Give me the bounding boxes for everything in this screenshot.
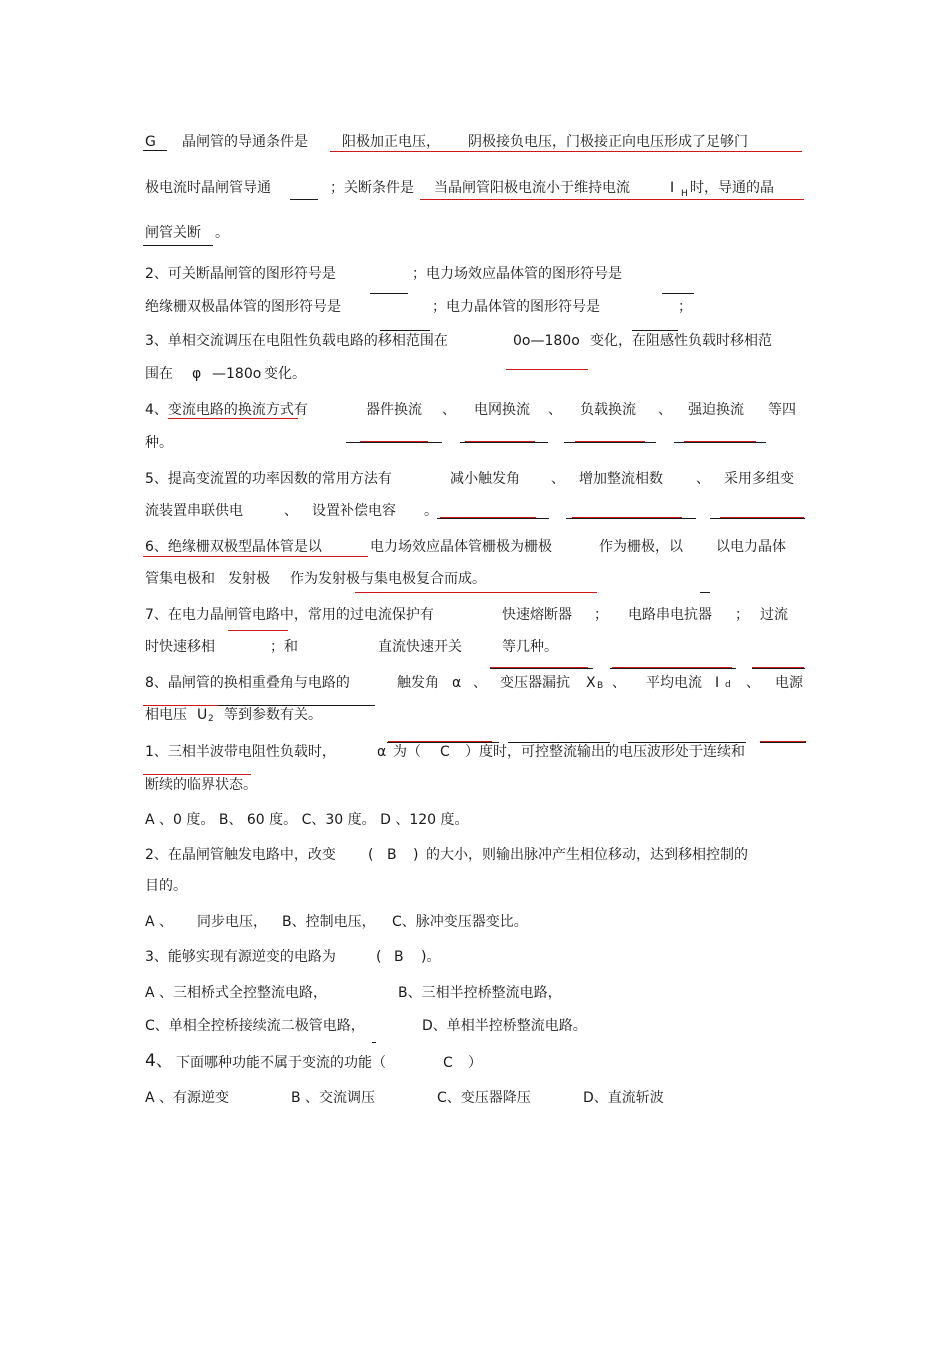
underline xyxy=(437,518,549,519)
answer-text: 设置补偿电容 xyxy=(312,503,396,519)
question-text: 等到参数有关。 xyxy=(224,707,322,723)
separator-text: 、 xyxy=(746,675,760,691)
underline xyxy=(700,592,710,593)
question-text: 2、在晶闸管触发电路中，改变 xyxy=(145,847,336,863)
question-text: 。 xyxy=(215,225,229,241)
symbol-text: α xyxy=(452,675,462,691)
underline xyxy=(564,442,656,443)
red-underline xyxy=(360,441,428,442)
underline xyxy=(143,150,167,151)
answer-text: B xyxy=(394,949,404,965)
red-underline xyxy=(465,441,535,442)
underline xyxy=(662,293,694,294)
separator-text: 、 xyxy=(442,402,456,418)
answer-text: —180o xyxy=(212,366,262,382)
option-text: A 、 xyxy=(145,914,174,930)
symbol-text: X xyxy=(586,675,596,691)
answer-text: C xyxy=(440,744,450,760)
answer-text: B xyxy=(387,847,397,863)
red-underline xyxy=(440,517,536,518)
option-text: B、三相半控桥整流电路， xyxy=(398,985,562,1001)
answer-text: 电路串电抗器 xyxy=(628,607,712,623)
question-text: 断续的临界状态。 xyxy=(145,777,257,793)
answer-text: 电网换流 xyxy=(474,402,530,418)
separator-text: 、 xyxy=(284,503,298,519)
red-underline xyxy=(143,556,368,557)
answer-text: 电力场效应晶体管栅极为栅极 xyxy=(370,539,552,555)
question-text: 绝缘栅双极晶体管的图形符号是 xyxy=(145,299,341,315)
question-text: 作为栅极，以 xyxy=(599,539,683,555)
red-underline xyxy=(760,741,806,742)
option-text: C、单相全控桥接续流二极管电路， xyxy=(145,1018,365,1034)
question-text: 2、可关断晶闸管的图形符号是 xyxy=(145,266,336,282)
question-text: 下面哪种功能不属于变流的功能（ xyxy=(176,1055,386,1071)
question-text: 4、变流电路的换流方式有 xyxy=(145,402,308,418)
question-text: 6、绝缘栅双极型晶体管是以 xyxy=(145,539,322,555)
symbol-text: U xyxy=(197,707,208,723)
red-underline xyxy=(752,667,804,668)
answer-text: 阴极接负电压，门极接正向电压形成了足够门 xyxy=(468,134,748,150)
question-text: 3、单相交流调压在电阻性负载电路的移相范围在 xyxy=(145,333,448,349)
answer-text: 负载换流 xyxy=(580,402,636,418)
red-underline xyxy=(330,151,802,152)
separator-text: 、 xyxy=(548,402,562,418)
answer-text: 减小触发角 xyxy=(450,471,520,487)
subscript-text: H xyxy=(681,189,688,199)
question-text: ） xyxy=(468,1055,482,1071)
option-text: A 、三相桥式全控整流电路， xyxy=(145,985,328,1001)
question-text: 8、晶闸管的换相重叠角与电路的 xyxy=(145,675,350,691)
answer-text: 平均电流 xyxy=(646,675,702,691)
underline xyxy=(632,330,678,331)
question-text: ；关断条件是 xyxy=(330,180,414,196)
question-text: 变化，在阻感性负载时移相范 xyxy=(590,333,772,349)
red-underline xyxy=(575,441,645,442)
separator-text: ； xyxy=(735,607,749,623)
red-underline xyxy=(612,667,732,668)
question-text: ( xyxy=(368,847,374,863)
answer-text: 0o—180o xyxy=(513,333,580,349)
question-text: 时，导通的晶 xyxy=(690,180,774,196)
answer-text: 流装置串联供电 xyxy=(145,503,243,519)
separator-text: 、 xyxy=(658,402,672,418)
question-text: 。 xyxy=(424,503,438,519)
question-text: ；电力晶体管的图形符号是 xyxy=(432,299,600,315)
question-text: 变化。 xyxy=(264,366,306,382)
answer-text: 增加整流相数 xyxy=(579,471,663,487)
red-underline xyxy=(506,369,588,370)
option-text: D、直流斩波 xyxy=(583,1090,664,1106)
question-text: 为（ xyxy=(393,744,421,760)
question-text: ； xyxy=(678,299,692,315)
question-text: 等四 xyxy=(768,402,796,418)
answer-text: φ xyxy=(192,366,202,382)
answer-text: 快速熔断器 xyxy=(502,607,572,623)
red-underline xyxy=(490,667,588,668)
red-underline xyxy=(143,705,218,706)
symbol-text: α xyxy=(377,744,387,760)
question-text: 1、三相半波带电阻性负载时， xyxy=(145,744,336,760)
question-text: ( xyxy=(376,949,382,965)
answer-text: 电源 xyxy=(775,675,803,691)
underline xyxy=(752,668,805,669)
question-text: 晶闸管的导通条件是 xyxy=(182,134,308,150)
question-text: ）度时，可控整流输出的电压波形处于连续和 xyxy=(465,744,745,760)
underline xyxy=(370,293,408,294)
underline xyxy=(566,518,696,519)
option-text: B、控制电压， xyxy=(282,914,376,930)
separator-text: 、 xyxy=(696,471,710,487)
separator-text: ； xyxy=(594,607,608,623)
answer-text: C xyxy=(443,1055,453,1071)
question-text: 围在 xyxy=(145,366,173,382)
answer-text: 变压器漏抗 xyxy=(500,675,570,691)
answer-text: 以电力晶体 xyxy=(716,539,786,555)
underline xyxy=(508,742,610,743)
subscript-text: 2 xyxy=(208,714,214,724)
option-text: A 、0 度。 B、 60 度。 C、30 度。 D 、120 度。 xyxy=(145,812,469,828)
answer-text: 过流 xyxy=(760,607,788,623)
question-text: 种。 xyxy=(145,435,173,451)
underline xyxy=(380,330,430,331)
answer-text: 强迫换流 xyxy=(688,402,744,418)
question-text: 3、能够实现有源逆变的电路为 xyxy=(145,949,336,965)
red-underline xyxy=(388,741,492,742)
symbol-text: I xyxy=(715,675,720,691)
option-text: C、变压器降压 xyxy=(437,1090,531,1106)
answer-text: 直流快速开关 xyxy=(378,639,462,655)
red-underline xyxy=(572,517,682,518)
underline xyxy=(460,442,548,443)
question-text: 等几种。 xyxy=(502,639,558,655)
red-underline xyxy=(168,418,298,419)
answer-text: 当晶闸管阳极电流小于维持电流 xyxy=(434,180,630,196)
subscript-text: B xyxy=(597,681,604,691)
option-text: 同步电压， xyxy=(197,914,267,930)
underline xyxy=(290,199,318,200)
answer-text: 触发角 xyxy=(397,675,439,691)
question-text: ) xyxy=(413,847,419,863)
underline xyxy=(372,1042,376,1043)
separator-text: ；和 xyxy=(270,639,298,655)
option-text: B 、交流调压 xyxy=(291,1090,376,1106)
answer-text: 发射极 xyxy=(228,571,270,587)
underline xyxy=(346,442,442,443)
question-text: 的大小，则输出脉冲产生相位移动，达到移相控制的 xyxy=(426,847,748,863)
underline xyxy=(490,668,593,669)
separator-text: 、 xyxy=(612,675,626,691)
answer-text: 相电压 xyxy=(145,707,187,723)
underline xyxy=(628,742,746,743)
red-underline xyxy=(684,441,756,442)
separator-text: 、 xyxy=(473,675,487,691)
question-number: 4、 xyxy=(145,1051,173,1071)
underline xyxy=(610,668,736,669)
question-text: 目的。 xyxy=(145,878,187,894)
option-text: A 、有源逆变 xyxy=(145,1090,230,1106)
red-underline xyxy=(720,517,804,518)
red-underline xyxy=(143,774,251,775)
underline xyxy=(387,742,499,743)
underline xyxy=(760,742,806,743)
question-text: 闸管关断 xyxy=(145,225,201,241)
question-text: )。 xyxy=(421,949,441,965)
red-underline xyxy=(228,630,288,631)
answer-text: 器件换流 xyxy=(366,402,422,418)
blank-label-g: G xyxy=(145,134,156,150)
underline xyxy=(674,442,766,443)
option-text: C、脉冲变压器变比。 xyxy=(392,914,528,930)
subscript-text: d xyxy=(725,680,731,690)
answer-text: 时快速移相 xyxy=(145,639,215,655)
symbol-text: I xyxy=(670,180,675,196)
red-underline xyxy=(355,592,597,593)
question-text: 5、提高变流置的功率因数的常用方法有 xyxy=(145,471,392,487)
question-text: 7、在电力晶闸管电路中，常用的过电流保护有 xyxy=(145,607,434,623)
answer-text: 采用多组变 xyxy=(724,471,794,487)
question-text: 作为发射极与集电极复合而成。 xyxy=(290,571,486,587)
red-underline xyxy=(420,199,804,200)
underline xyxy=(143,245,213,246)
question-text: 极电流时晶闸管导通 xyxy=(145,180,271,196)
question-text: ；电力场效应晶体管的图形符号是 xyxy=(412,266,622,282)
separator-text: 、 xyxy=(551,471,565,487)
option-text: D、单相半控桥整流电路。 xyxy=(422,1018,587,1034)
answer-text: 阳极加正电压， xyxy=(342,134,440,150)
answer-text: 管集电极和 xyxy=(145,571,215,587)
underline xyxy=(710,518,805,519)
